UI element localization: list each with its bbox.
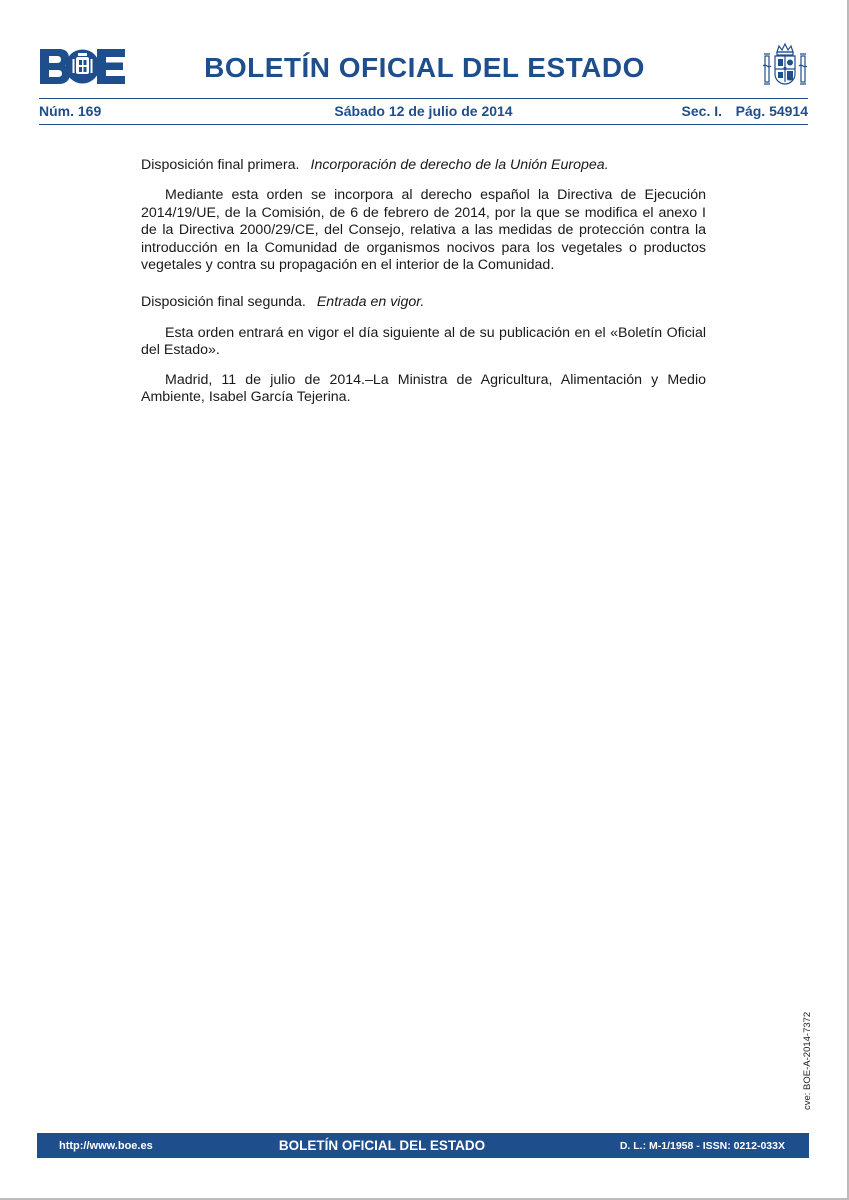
disposition-title: Incorporación de derecho de la Unión Europea. bbox=[310, 157, 609, 173]
footer-title: BOLETÍN OFICIAL DEL ESTADO bbox=[278, 1138, 486, 1153]
issue-header bbox=[39, 103, 808, 121]
cve-code: cve: BOE-A-2014-7372 bbox=[802, 1011, 813, 1110]
page-number: Pág. 54914 bbox=[735, 103, 808, 119]
section-label: Sec. I. bbox=[681, 103, 722, 119]
issue-number: Núm. 169 bbox=[39, 103, 102, 119]
paragraph-directive: Mediante esta orden se incorpora al derecho español la Directiva de Ejecución 2014/19/UE, de la Comisión, de 6 de febrero de 2014, por la que se modifica el anexo I de la Directiva 2000/29/CE, del Consejo, relativa a las medidas de protección contra la introducción en la Comunidad de organismos nocivos para los vegetales o productos vegetales y contra su propagación en el interior de la Comunidad. bbox=[141, 187, 706, 274]
header-bottom-rule bbox=[39, 124, 808, 125]
disposition-article: Disposición final segunda. bbox=[141, 294, 306, 311]
disposition-article: Disposición final primera. bbox=[141, 157, 300, 173]
issue-date: Sábado 12 de julio de 2014 bbox=[334, 103, 513, 119]
disposition-heading-1 bbox=[141, 157, 706, 174]
footer-bar bbox=[37, 1133, 809, 1158]
footer-url-link[interactable]: http://www.boe.es bbox=[59, 1140, 153, 1152]
masthead-title: BOLETÍN OFICIAL DEL ESTADO bbox=[204, 52, 645, 83]
document-body bbox=[141, 157, 706, 418]
disposition-title: Entrada en vigor. bbox=[316, 294, 425, 311]
disposition-heading-2 bbox=[141, 294, 706, 311]
paragraph-entry-into-force: Esta orden entrará en vigor el día siguiente al de su publicación en el «Boletín Oficial del Estado». bbox=[141, 324, 706, 359]
footer-legal-deposit: D. L.: M-1/1958 - ISSN: 0212-033X bbox=[619, 1140, 785, 1152]
signature-paragraph: Madrid, 11 de julio de 2014.–La Ministra de Agricultura, Alimentación y Medio Ambiente, Isabel García Tejerina. bbox=[141, 371, 706, 406]
coat-of-arms-icon bbox=[762, 42, 808, 90]
header-top-rule bbox=[39, 98, 808, 99]
